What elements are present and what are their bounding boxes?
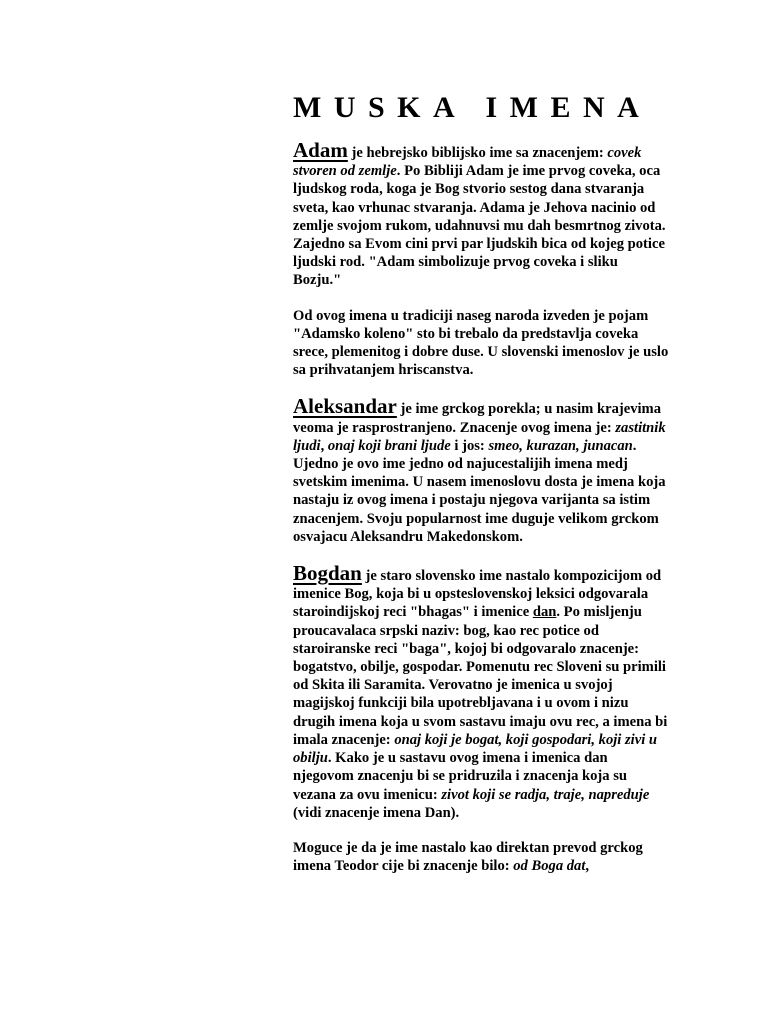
- italic-phrase: smeo, kurazan, junacan: [488, 437, 633, 454]
- entry-aleksandar: [293, 394, 669, 546]
- italic-phrase: covek stvoren od zemlje: [293, 145, 642, 180]
- text-run: . Po Bibliji Adam je ime prvog coveka, oca ljudskog roda, koga je Bog stvorio sestog dana stvaranja sveta, kao vrhunac stvaranja. Adama je Jehova nacinio od zemlje svojom rukom, udahnuvsi mu dah besmrtnog zivota. Zajedno sa Evom cini prvi par ljudskih bica od kojeg potice ljudski rod. "Adam simbolizuje prvog coveka i sliku Bozju.": [293, 163, 666, 289]
- italic-phrase: onaj koji je bogat, koji gospodari, koji zivi u obilju: [293, 731, 658, 767]
- document-body: [293, 138, 669, 893]
- text-run: ,: [320, 437, 328, 454]
- entry-bogdan: [293, 561, 669, 875]
- text-run: . Po misljenju proucavalaca srpski naziv: bog, kao rec potice od staroiranske reci "baga", kojoj bi odgovaralo znacenje: bogatstvo, obilje, gospodar. Pomenutu rec Sloveni su primili od Skita ili Saramita. Verovatno je imenica u svojoj magijskoj funkciji bila upotrebljavana i u ovom i nizu drugih imena koja u svom sastavu imaju ovu rec, a imena bi imala znacenje:: [293, 604, 668, 748]
- entry-paragraph: [293, 561, 669, 822]
- text-run: . Kako je u sastavu ovog imena i imenica dan njegovom znacenju bi se pridruzila i znacenja koja su vezana za ovu imenicu:: [293, 750, 628, 803]
- text-run: i jos:: [450, 437, 489, 454]
- italic-phrase: onaj koji brani ljude: [327, 437, 451, 454]
- entry-adam: [293, 138, 669, 379]
- italic-phrase: od Boga dat: [513, 858, 586, 875]
- entry-paragraph: [293, 307, 669, 380]
- text-run: Moguce je da je ime nastalo kao direktan prevod grckog imena Teodor cije bi znacenje bilo:: [293, 839, 643, 875]
- italic-phrase: zastitnik ljudi: [293, 419, 666, 454]
- text-run: (vidi znacenje imena Dan).: [293, 804, 460, 821]
- text-run: je staro slovensko ime nastalo kompozicijom od imenice Bog, koja bi u opsteslovenskoj leksici odgovarala staroindijskoj reci "bhagas" i imenice: [293, 568, 662, 621]
- text-run: je hebrejsko biblijsko ime sa znacenjem:: [347, 145, 608, 161]
- text-run: . Ujedno je ovo ime jedno od najucestalijih imena medj svetskim imenima. U nasem imenoslovu dosta je imena koja nastaju iz ovog imena i postaju njegova varijanta sa istim znacenjem. Svoju popularnost ime duguje velikom grckom osvajacu Aleksandru Makedonskom.: [293, 437, 666, 545]
- text-run: je ime grckog porekla; u nasim krajevima veoma je rasprostranjeno. Znacenje ovog imena je:: [293, 401, 662, 436]
- entry-paragraph: [293, 394, 669, 546]
- entry-headword: Aleksandar: [293, 394, 397, 419]
- entry-paragraph: [293, 839, 669, 875]
- entry-paragraph: [293, 138, 669, 290]
- underlined-word: dan: [532, 604, 557, 621]
- italic-phrase: zivot koji se radja, traje, napreduje: [441, 786, 650, 803]
- entry-headword: Bogdan: [293, 561, 362, 586]
- page-title: MUSKA IMENA: [293, 91, 652, 124]
- text-run: ,: [585, 858, 590, 875]
- text-run: Od ovog imena u tradiciji naseg naroda izveden je pojam "Adamsko koleno" sto bi trebalo da predstavlja coveka srece, plemenitog i dobre duse. U slovenski imenoslov je uslo sa prihvatanjem hriscanstva.: [293, 307, 669, 379]
- entry-headword: Adam: [293, 138, 348, 162]
